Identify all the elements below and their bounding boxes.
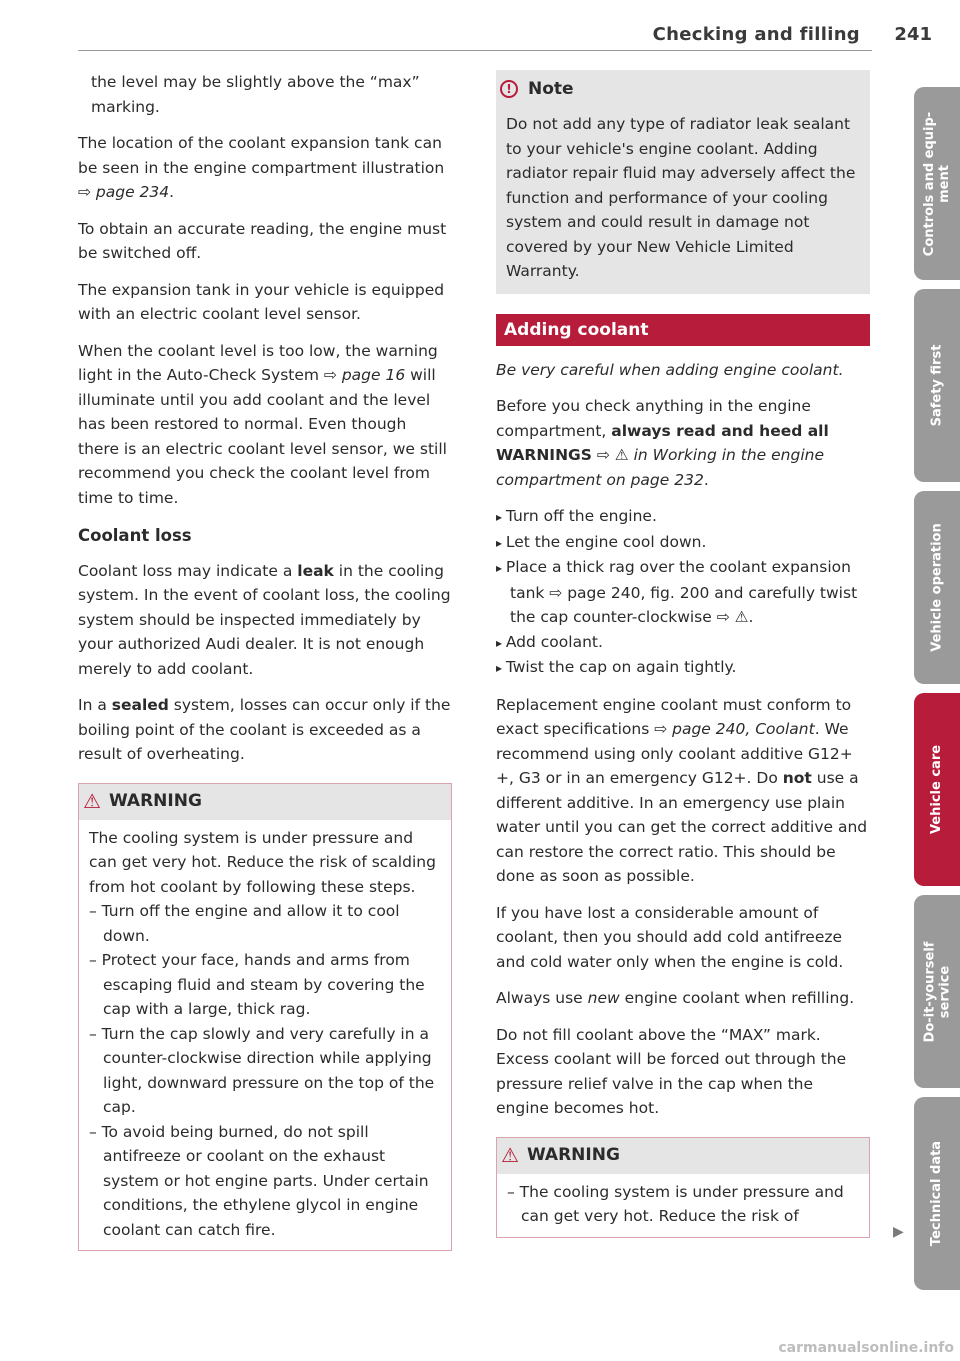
tab-safety-first[interactable]: Safety first	[914, 289, 960, 482]
note-body: Do not add any type of radiator leak sealant to your vehicle's engine coolant. Adding radiator repair fluid may adversely affect the function and performance of your cooling system and could result in damage not covered by your New Vehicle Limited Warranty.	[506, 115, 856, 280]
list-item: ▸ Add coolant.	[496, 630, 870, 656]
page-reference-link[interactable]: ⇨ page 234	[78, 183, 170, 201]
tab-vehicle-care[interactable]: Vehicle care	[914, 693, 960, 886]
warning-item: – To avoid being burned, do not spill antifreeze or coolant on the exhaust system or hot engine parts. Under certain conditions, the ethylene glycol in engine coolant can catch fire.	[89, 1122, 429, 1239]
warning-item: – Protect your face, hands and arms from escaping fluid and steam by covering the cap with a large, thick rag.	[89, 951, 425, 1018]
paragraph-specifications: Replacement engine coolant must conform to exact specifications ⇨ page 240, Coolant. We recommend using only coolant additive G12+ +, G3 or in an emergency G12+. Do not use a different additive. In an emergency use plain water until you can get the correct additive and can restore the correct ratio. This should be done as soon as possible.	[496, 695, 868, 885]
tab-vehicle-operation[interactable]: Vehicle operation	[914, 491, 960, 684]
paragraph-coolant-loss: Coolant loss may indicate a leak in the cooling system. In the event of coolant loss, the cooling system should be inspected immediately by your authorized Audi dealer. It is not enough merely to add coolant.	[78, 561, 451, 678]
paragraph-warning-light: When the coolant level is too low, the warning light in the Auto-Check System ⇨ page 16 will illuminate until you add coolant and the level has been restored to normal. Even though there is an electric coolant level sensor, we still recommend you check the coolant level from time to time.	[78, 341, 447, 507]
tab-controls-and-equipment[interactable]: Controls and equip- ment	[914, 87, 960, 280]
warning-item: – Turn off the engine and allow it to cool down.	[89, 902, 400, 945]
coolant-loss-heading: Coolant loss	[78, 526, 192, 545]
paragraph-max-marking: the level may be slightly above the “max” marking.	[91, 73, 420, 116]
warning-triangle-icon: ⚠	[501, 1143, 519, 1168]
watermark: carmanualsonline.info	[778, 1340, 954, 1356]
list-item: ▸ Let the engine cool down.	[496, 530, 870, 556]
steps-list	[496, 504, 870, 681]
section-intro: Be very careful when adding engine coolant.	[496, 360, 844, 379]
page-reference-link[interactable]: ⇨ page 240, Coolant	[654, 720, 815, 738]
paragraph-new-coolant: Always use new engine coolant when refilling.	[496, 989, 855, 1007]
tab-technical-data[interactable]: Technical data	[914, 1097, 960, 1290]
warning-item: – The cooling system is under pressure and can get very hot. Reduce the risk of	[507, 1182, 844, 1225]
paragraph-level-sensor: The expansion tank in your vehicle is equipped with an electric coolant level sensor.	[78, 280, 445, 323]
page-number: 241	[894, 24, 932, 45]
section-banner-adding-coolant: Adding coolant	[496, 314, 870, 346]
warning-intro: The cooling system is under pressure and can get very hot. Reduce the risk of scalding from hot coolant by following these steps.	[89, 828, 436, 896]
page-reference-link[interactable]: in Working in the engine compartment on page 232	[496, 446, 825, 489]
warning-triangle-icon: ⚠	[83, 789, 101, 814]
header-rule	[78, 50, 872, 51]
note-title: Note	[528, 78, 574, 99]
list-item: ▸ Twist the cap on again tightly.	[496, 655, 870, 681]
note-box	[496, 70, 870, 294]
warning-item: – Turn the cap slowly and very carefully in a counter-clockwise direction while applying light, downward pressure on the top of the cap.	[89, 1024, 435, 1116]
paragraph-cold-antifreeze: If you have lost a considerable amount of coolant, then you should add cold antifreeze and cold water only when the engine is cold.	[496, 903, 844, 971]
list-item: ▸ Turn off the engine.	[496, 504, 870, 530]
warning-box	[496, 1137, 870, 1238]
continue-arrow-icon: ▶	[893, 1224, 904, 1240]
info-circle-icon: !	[500, 80, 518, 98]
running-header-title: Checking and filling	[652, 24, 860, 45]
right-column	[496, 70, 870, 1238]
left-column	[78, 70, 452, 1251]
warning-title: WARNING	[526, 1145, 620, 1166]
paragraph-tank-location: The location of the coolant expansion tank can be seen in the engine compartment illustration ⇨ page 234.	[78, 134, 445, 201]
list-item: ▸ Place a thick rag over the coolant expansion tank ⇨ page 240, fig. 200 and carefully twist the cap counter-clockwise ⇨ ⚠.	[496, 555, 870, 630]
warning-box	[78, 783, 452, 1252]
paragraph-accurate-reading: To obtain an accurate reading, the engine must be switched off.	[78, 219, 447, 262]
paragraph-sealed-system: In a sealed system, losses can occur only if the boiling point of the coolant is exceeded as a result of overheating.	[78, 696, 451, 763]
tab-do-it-yourself-service[interactable]: Do-it-yourself service	[914, 895, 960, 1088]
paragraph-read-warnings: Before you check anything in the engine compartment, always read and heed all WARNINGS ⇨ ⚠ in Working in the engine compartment on page 232.	[496, 397, 829, 489]
paragraph-max-mark: Do not fill coolant above the “MAX” mark. Excess coolant will be forced out through the pressure relief valve in the cap when the engine becomes hot.	[496, 1025, 847, 1117]
warning-title: WARNING	[108, 791, 202, 812]
page-reference-link[interactable]: ⇨ page 16	[323, 366, 406, 384]
